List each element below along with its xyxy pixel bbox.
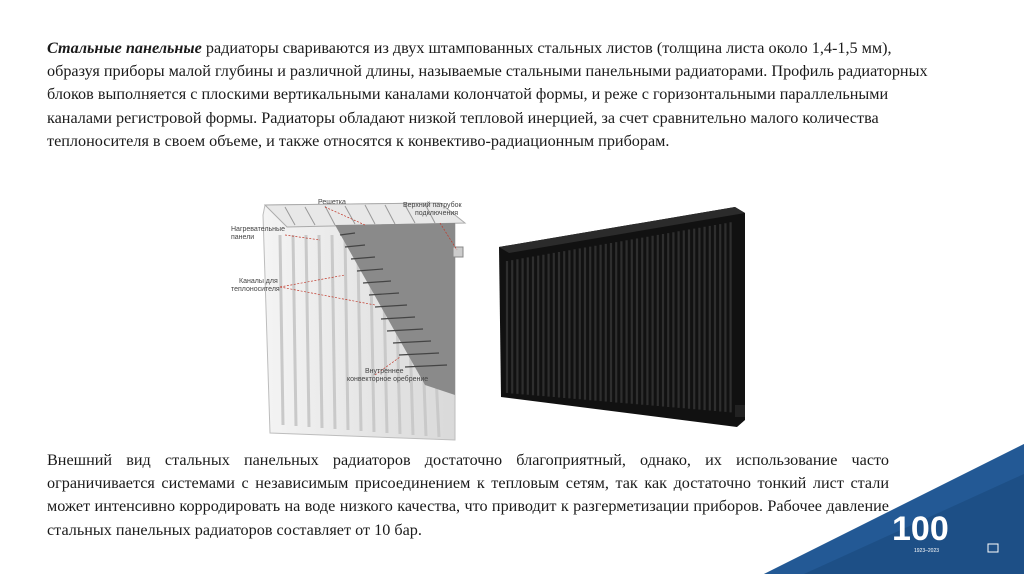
label-top-connection-2: подключения — [415, 210, 459, 217]
corner-logo-banner — [764, 444, 1024, 574]
intro-paragraph — [47, 37, 947, 153]
label-heating-panels-2: панели — [231, 234, 255, 241]
anniversary-logo-number: 100 — [892, 510, 949, 548]
label-top-connection-1: Верхний патрубок — [403, 202, 462, 209]
label-heating-panels-1: Нагревательные — [231, 226, 285, 233]
intro-lead: Стальные панельные — [47, 39, 202, 57]
radiator-cutaway-diagram — [225, 195, 493, 445]
label-channels-1: Каналы для — [239, 278, 278, 285]
outro-paragraph: Внешний вид стальных панельных радиаторов достаточно благоприятный, однако, их использование часто ограничивается системами с независимым присоединением к тепловым сетям, так как достаточно тонкий лист стали может интенсивно корродировать на воде низкого качества, что приводит к разгерметизации приборов. Рабочее давление стальных панельных радиаторов составляет от 10 бар. — [47, 451, 889, 539]
intro-text: радиаторы свариваются из двух штампованных стальных листов (толщина листа около 1,4-1,5 мм), образуя приборы малой глубины и различной длины, называемые стальными панельными радиаторами. Профиль радиаторных блоков выполняется с плоскими вертикальными каналами колончатой формы, и реже с горизонтальными параллельными каналами регистровой формы. Радиаторы обладают низкой тепловой инерцией, за счет сравнительно малого количества теплоносителя в своем объеме, и также относятся к конвективо-радиационным приборам. — [47, 39, 928, 150]
label-fins-2: конвекторное оребрение — [347, 376, 429, 383]
anniversary-logo-years: 1923–2023 — [914, 548, 940, 554]
label-grille: Решетка — [318, 199, 346, 206]
label-fins-1: Внутреннее — [365, 368, 404, 375]
label-channels-2: теплоносителя — [231, 286, 280, 293]
black-radiator-image — [497, 205, 750, 435]
